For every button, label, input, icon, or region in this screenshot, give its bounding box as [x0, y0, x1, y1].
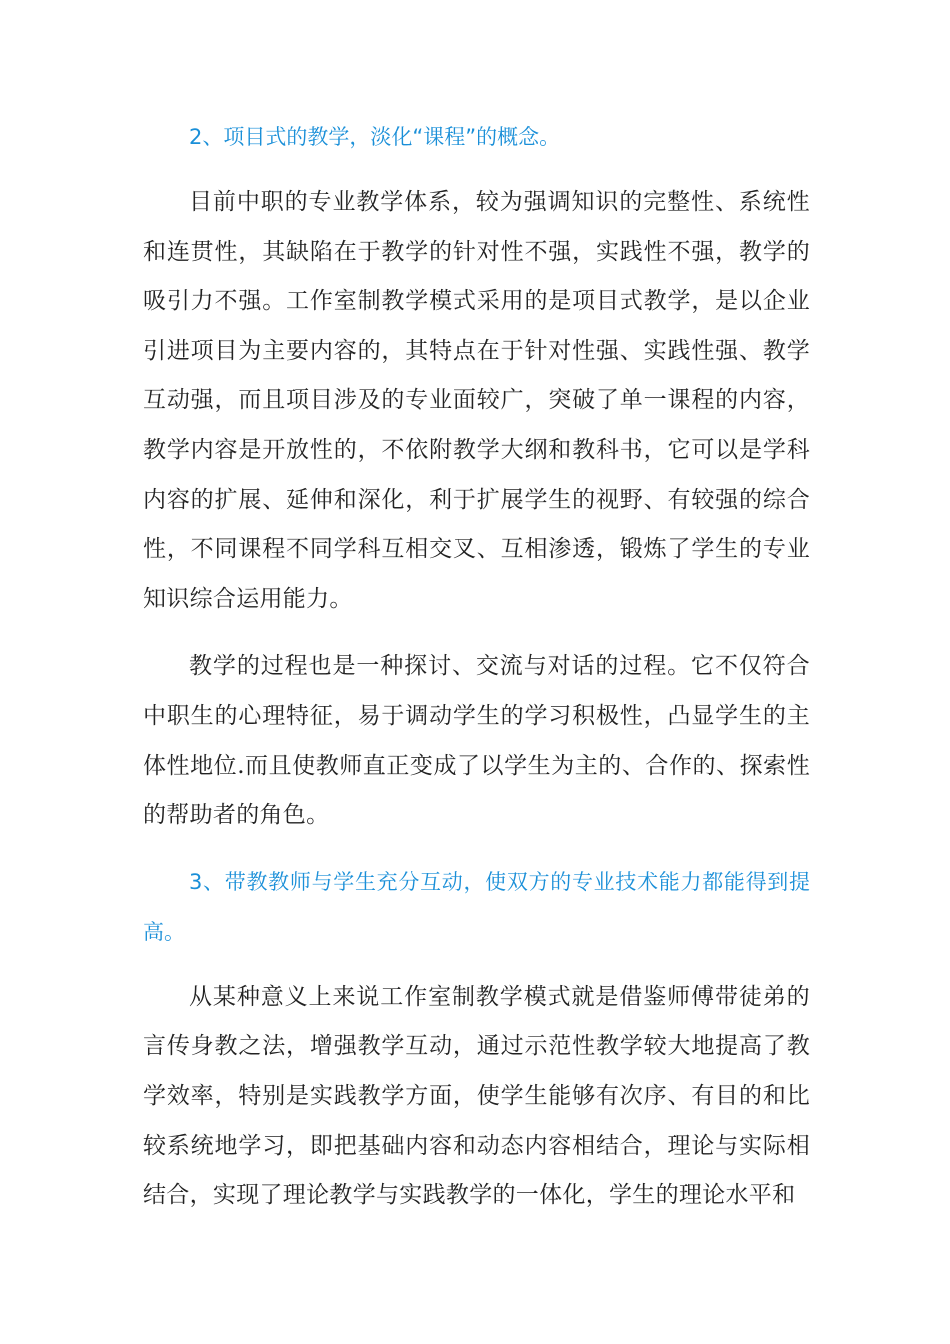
paragraph-mentoring: 从某种意义上来说工作室制教学模式就是借鉴师傅带徒弟的言传身教之法，增强教学互动，通过示范性教学较大地提高了教学效率，特别是实践教学方面，使学生能够有次序、有目的和比较系统地学习，即把基础内容和动态内容相结合，理论与实际相结合，实现了理论教学与实践教学的一体化，学生的理论水平和 — [143, 983, 810, 1209]
paragraph-teaching-process: 教学的过程也是一种探讨、交流与对话的过程。它不仅符合中职生的心理特征，易于调动学生的学习积极性，凸显学生的主体性地位.而且使教师直正变成了以学生为主的、合作的、探索性的帮助者的角色。 — [143, 653, 810, 829]
section-heading-3: 3、带教教师与学生充分互动，使双方的专业技术能力都能得到提高。 — [143, 869, 810, 944]
section-heading-2: 2、项目式的教学，淡化“课程”的概念。 — [189, 125, 561, 149]
document-body — [143, 112, 810, 1221]
paragraph-project-teaching: 目前中职的专业教学体系，较为强调知识的完整性、系统性和连贯性，其缺陷在于教学的针对性不强，实践性不强，教学的吸引力不强。工作室制教学模式采用的是项目式教学，是以企业引进项目为主要内容的，其特点在于针对性强、实践性强、教学互动强，而且项目涉及的专业面较广，突破了单一课程的内容，教学内容是开放性的，不依附教学大纲和教科书，它可以是学科内容的扩展、延伸和深化，利于扩展学生的视野、有较强的综合性，不同课程不同学科互相交叉、互相渗透，锻炼了学生的专业知识综合运用能力。 — [143, 189, 810, 612]
